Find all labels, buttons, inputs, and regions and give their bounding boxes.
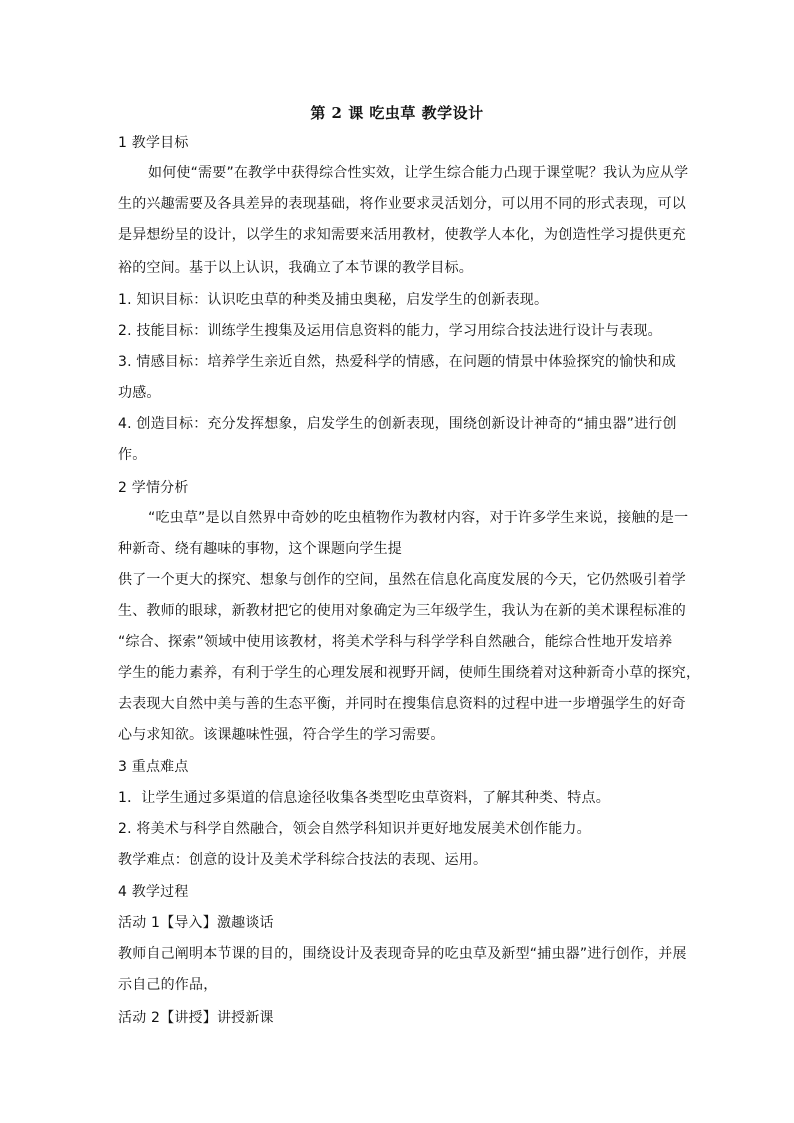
- page-title: 第 2 课 吃虫草 教学设计: [310, 104, 484, 122]
- paragraph-line: “综合、探索”领域中使用该教材，将美术学科与科学学科自然融合，能综合性地开发培养: [118, 634, 673, 650]
- section-heading-key-points: 3 重点难点: [118, 759, 189, 775]
- paragraph-line: “吃虫草”是以自然界中奇妙的吃虫植物作为教材内容，对于许多学生来说，接触的是一: [148, 510, 689, 526]
- list-item-key-point-2: 2. 将美术与科学自然融合，领会自然学科知识并更好地发展美术创作能力。: [118, 821, 591, 837]
- activity-heading-2: 活动 2【讲授】讲授新课: [118, 1010, 274, 1026]
- paragraph-line: 学生的能力素养，有利于学生的心理发展和视野开阔，使师生围绕着对这种新奇小草的探究，: [118, 665, 701, 681]
- paragraph-line: 示自己的作品，: [118, 977, 218, 993]
- paragraph-line: 是异想纷呈的设计，以学生的求知需要来活用教材，使教学人本化，为创造性学习提供更充: [118, 227, 686, 243]
- paragraph-line: 去表现大自然中美与善的生态平衡，并同时在搜集信息资料的过程中进一步增强学生的好奇: [118, 696, 686, 712]
- paragraph-line: 生、教师的眼球，新教材把它的使用对象确定为三年级学生，我认为在新的美术课程标准的: [118, 603, 686, 619]
- section-heading-objectives: 1 教学目标: [118, 135, 189, 151]
- list-item-emotion-goal: 3. 情感目标：培养学生亲近自然，热爱科学的情感，在问题的情景中体验探究的愉快和成: [118, 354, 677, 370]
- paragraph-line: 教师自己阐明本节课的目的，围绕设计及表现奇异的吃虫草及新型“捕虫器”进行创作，并展: [118, 946, 687, 962]
- paragraph-line: 种新奇、绕有趣味的事物，这个课题向学生提: [118, 541, 402, 557]
- activity-heading-1: 活动 1【导入】激趣谈话: [118, 915, 274, 931]
- paragraph-line: 功感。: [118, 385, 161, 401]
- paragraph-line: 生的兴趣需要及各具差异的表现基础，将作业要求灵活划分，可以用不同的形式表现，可以: [118, 196, 686, 212]
- paragraph-line: 作。: [118, 447, 147, 463]
- paragraph-line: 心与求知欲。该课趣味性强，符合学生的学习需要。: [118, 727, 445, 743]
- list-item-knowledge-goal: 1. 知识目标：认识吃虫草的种类及捕虫奥秘，启发学生的创新表现。: [118, 292, 549, 308]
- list-item-skill-goal: 2. 技能目标：训练学生搜集及运用信息资料的能力，学习用综合技法进行设计与表现。: [118, 323, 662, 339]
- paragraph-line: 如何使“需要”在教学中获得综合性实效，让学生综合能力凸现于课堂呢？我认为应从学: [148, 165, 689, 181]
- list-item-creativity-goal: 4. 创造目标：充分发挥想象，启发学生的创新表现，围绕创新设计神奇的“捕虫器”进行创: [118, 416, 677, 432]
- paragraph-line: 裕的空间。基于以上认识，我确立了本节课的教学目标。: [118, 260, 473, 276]
- list-item-key-point-1: 1．让学生通过多渠道的信息途径收集各类型吃虫草资料，了解其种类、特点。: [118, 790, 610, 806]
- section-heading-process: 4 教学过程: [118, 884, 189, 900]
- section-heading-analysis: 2 学情分析: [118, 480, 189, 496]
- paragraph-line: 供了一个更大的探究、想象与创作的空间，虽然在信息化高度发展的今天，它仍然吸引着学: [118, 572, 686, 588]
- paragraph-line: 教学难点：创意的设计及美术学科综合技法的表现、运用。: [118, 852, 488, 868]
